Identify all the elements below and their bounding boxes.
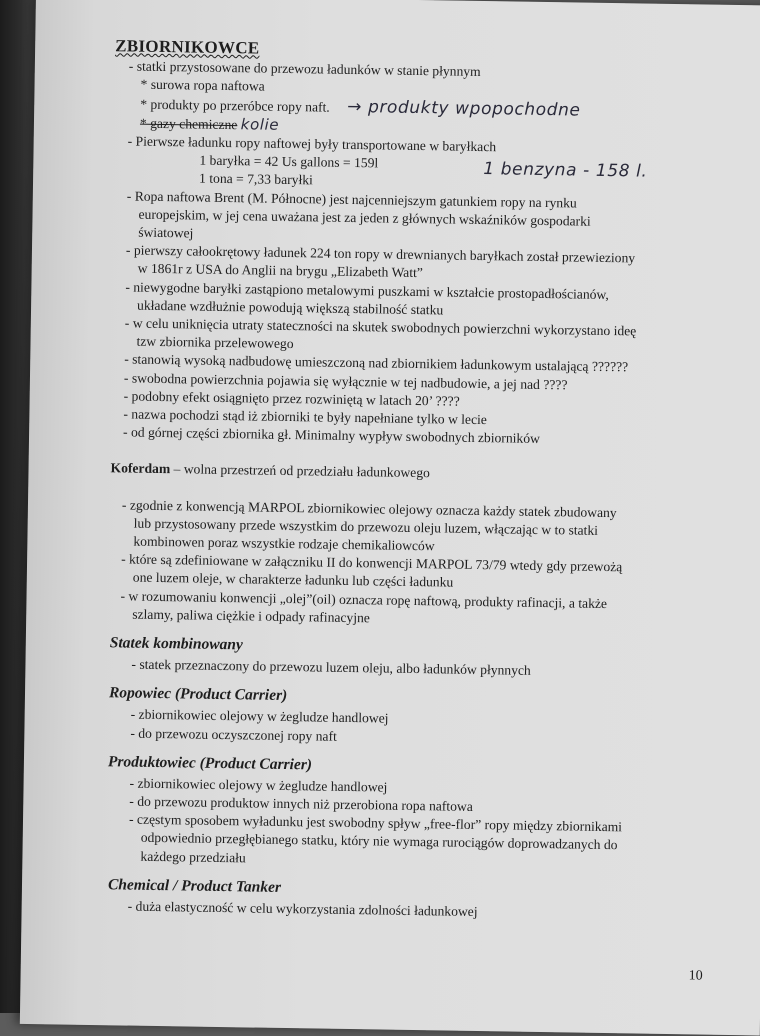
text-line: lub przystosowany przede wszystkim do przewozu oleju luzem, włączając w to statki bbox=[133, 515, 599, 538]
text-line: - które są zdefiniowane w załączniku II do konwencji MARPOL 73/79 wtedy gdy przewożą bbox=[121, 551, 623, 575]
text-line: 1 tona = 7,33 baryłki bbox=[199, 171, 313, 188]
page-number: 10 bbox=[688, 968, 703, 984]
text-line: - zbiornikowiec olejowy w żegludze handlowej bbox=[130, 706, 389, 726]
text-line: - nazwa pochodzi stąd iż zbiorniki te były napełniane tylko w lecie bbox=[123, 406, 488, 428]
section-title: ZBIORNIKOWCE bbox=[115, 36, 260, 58]
text-fragment: 1 baryłka = 42 Us gallons = 159l bbox=[199, 152, 379, 171]
text-line: europejskim, w jej cena uważana jest za jeden z głównych wskaźników gospodarki bbox=[138, 206, 591, 229]
text-line: - w rozumowaniu konwencji „olej”(oil) oznacza ropę naftową, produkty rafinacji, a także bbox=[120, 588, 608, 611]
heading-chemical-tanker: Chemical / Product Tanker bbox=[107, 875, 282, 896]
text-fragment: * produkty po przeróbce ropy naft. bbox=[140, 96, 330, 115]
text-line: - stanowią wysoką nadbudowę umieszczoną nad zbiornikiem ładunkowym ustalającą ?????? bbox=[124, 351, 629, 375]
heading-statek-kombinowany: Statek kombinowany bbox=[109, 634, 243, 654]
text-line: kombinowen poraz wszystkie rodzaje chemikaliowców bbox=[133, 533, 435, 554]
heading-produktowiec: Produktowiec (Product Carrier) bbox=[107, 752, 313, 774]
text-line: one luzem oleje, w charakterze ładunku lub części ładunku bbox=[132, 570, 454, 591]
text-line: - zbiornikowiec olejowy w żegludze handlowej bbox=[129, 775, 388, 795]
text-line: światowej bbox=[138, 224, 194, 241]
text-line: - od górnej części zbiornika gł. Minimalny wypływ swobodnych zbiorników bbox=[123, 424, 540, 447]
text-line: - swobodna powierzchnia pojawia się wyłącznie w tej nadbudowie, a jej nad ???? bbox=[123, 370, 568, 393]
text-fragment: * gazy chemiczne bbox=[139, 115, 238, 132]
handwritten-note-benzyna: 1 benzyna - 158 l. bbox=[483, 159, 648, 182]
definition-text: – wolna przestrzeń od przedziału ładunkowego bbox=[170, 461, 430, 481]
text-line: - do przewozu oczyszczonej ropy naft bbox=[130, 725, 337, 744]
text-line: w 1861r z USA do Anglii na brygu „Elizabeth Watt” bbox=[137, 261, 423, 281]
text-line: każdego przedziału bbox=[140, 848, 246, 865]
text-line: - statek przeznaczony do przewozu luzem oleju, albo ładunków płynnych bbox=[131, 656, 531, 678]
document-page bbox=[20, 0, 760, 1035]
heading-ropowiec: Ropowiec (Product Carrier) bbox=[108, 684, 288, 705]
text-line: - Ropa naftowa Brent (M. Północne) jest najcenniejszym gatunkiem ropy na rynku bbox=[126, 188, 577, 211]
text-line: - duża elastyczność w celu wykorzystania zdolności ładunkowej bbox=[127, 898, 478, 919]
text-line: tzw zbiornika przelewowego bbox=[136, 333, 294, 352]
handwritten-note-produkty: → produkty wpopochodne bbox=[347, 96, 581, 121]
text-line: * surowa ropa naftowa bbox=[140, 77, 265, 95]
page-content bbox=[102, 37, 716, 924]
text-line: - zgodnie z konwencją MARPOL zbiornikowiec olejowy oznacza każdy statek zbudowany bbox=[121, 497, 617, 520]
text-line: - częstym sposobem wyładunku jest swobodny spływ „free-flor” ropy między zbiornikami bbox=[128, 811, 623, 835]
text-line: - podobny efekt osiągnięto przez rozwiniętą w latach 20’ ???? bbox=[123, 388, 460, 409]
text-line: odpowiednio przegłębianego statku, który nie wymaga rurociągów doprowadzanych do bbox=[140, 830, 618, 853]
text-line: - do przewozu produktow innych niż przerobiona ropa naftowa bbox=[129, 793, 473, 814]
text-line: - niewygodne baryłki zastąpiono metalowymi puszkami w kształcie prostopadłościanów, bbox=[125, 279, 609, 302]
text-line: - w celu uniknięcia utraty stateczności na skutek swobodnych powierzchni wykorzystano ideę bbox=[124, 315, 637, 339]
text-line: szlamy, paliwa ciężkie i odpady rafinacyjne bbox=[132, 606, 371, 626]
text-line: - statki przystosowane do przewozu ładunków w stanie płynnym bbox=[128, 58, 481, 80]
text-line: - Pierwsze ładunku ropy naftowej były transportowane w baryłkach bbox=[127, 133, 497, 155]
text-line: - pierwszy całookrętowy ładunek 224 ton ropy w drewnianych baryłkach został przewieziony bbox=[125, 242, 636, 266]
handwritten-note-kolie: kolie bbox=[240, 115, 280, 134]
text-line: układane wzdłużnie powodują większą stabilność statku bbox=[137, 297, 444, 318]
definition-term: Koferdam bbox=[110, 460, 171, 477]
